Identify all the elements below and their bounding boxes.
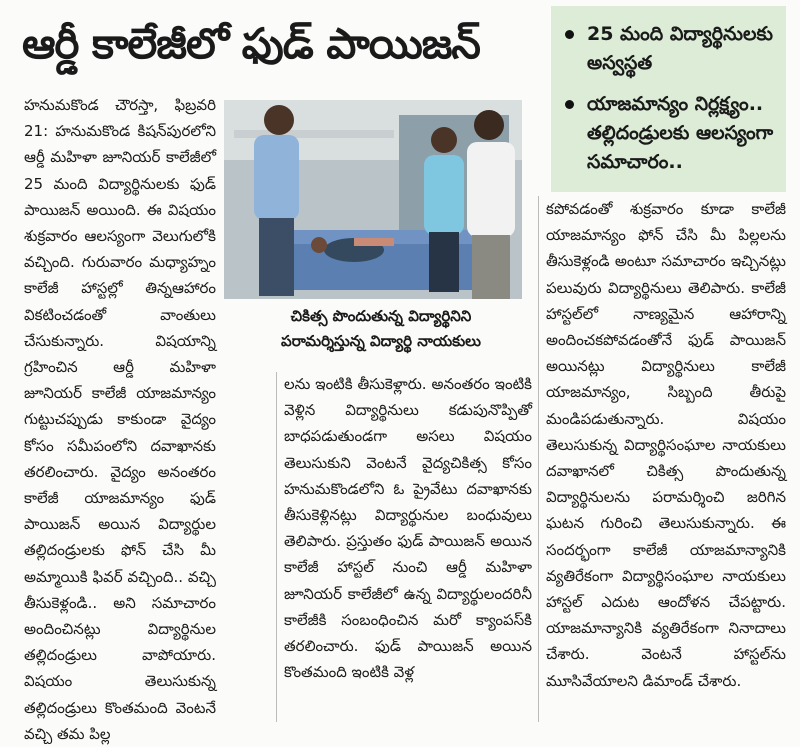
bullet-icon: [565, 30, 574, 39]
news-photo: [224, 100, 522, 299]
column-divider: [538, 196, 539, 722]
highlight-text: యాజమాన్యం నిర్లక్ష్యం.. తల్లిదండ్రులకు ఆలస్యంగా సమాచారం..: [587, 93, 774, 173]
article-text: కపోవడంతో శుక్రవారం కూడా కాలేజీ యాజమాన్యం ఫోన్ చేసి మీ పిల్లలను తీసుకెళ్లండి అంటూ సమాచారం ఇచ్చినట్లు పలువురు విద్యార్థినులు తెలిపారు. కాలేజీ హాస్టల్‌లో నాణ్యమైన ఆహారాన్ని అందించకపోవడంతోనే ఫుడ్ పాయిజన్ అయినట్లు విద్యార్థినులు కాలేజీ యాజమాన్యం, సిబ్బంది తీరుపై మండిపడుతున్నారు. విషయం తెలుసుకున్న విద్యార్థిసంఘాల నాయకులు దవాఖానలో చికిత్స పొందుతున్న విద్యార్థినులను పరామర్శించి జరిగిన ఘటన గురించి తెలుసుకున్నారు. ఈ సందర్భంగా కాలేజీ యాజమాన్యానికి వ్యతిరేకంగా విద్యార్థిసంఘాల నాయకులు హాస్టల్ ఎదుట ఆందోళన చేపట్టారు. యాజమాన్యానికి వ్యతిరేకంగా నినాదాలు చేశారు. వెంటనే హాస్టల్‌ను మూసివేయాలని డిమాండ్ చేశారు.: [546, 200, 786, 690]
bullet-icon: [565, 100, 574, 109]
article-text: లను ఇంటికి తీసుకెళ్లారు. అనంతరం ఇంటికి వెళ్లిన విద్యార్థినులు కడుపునొప్పితో బాధపడుతుండగా అసలు విషయం తెలుసుకుని వెంటనే వైద్యచికిత్స కోసం హనుమకొండలోని ఓ ప్రైవేటు దవాఖానకు తీసుకెళ్లినట్లు విద్యార్థునుల బంధువులు తెలిపారు. ప్రస్తుతం ఫుడ్ పాయిజన్ అయిన కాలేజీ హాస్టల్ నుంచి ఆర్డీ మహిళా జూనియర్ కాలేజీలో ఉన్న విద్యార్థులందరినీ కాలేజీకి సంబంధించిన మరో క్యాంపస్‌కి తరలించారు. ఫుడ్ పాయిజన్ అయిన కొంతమంది ఇంటికి వెళ్ల: [284, 375, 532, 682]
article-column-2: [284, 371, 532, 724]
highlight-box: [551, 6, 786, 192]
highlight-text: 25 మంది విద్యార్థినులకు అస్వస్థత: [587, 23, 773, 74]
column-divider: [276, 372, 277, 722]
article-column-3: [546, 196, 786, 724]
highlight-item: [565, 20, 780, 78]
headline: ఆర్డీ కాలేజీలో ఫుడ్ పాయిజన్: [22, 19, 480, 68]
article-column-1: [24, 92, 216, 743]
article-text: హనుమకొండ చౌరస్తా, ఫిబ్రవరి 21: హనుమకొండ కిషన్‌పురలోని ఆర్డీ మహిళా జూనియర్ కాలేజీలో 25 మంది విద్యార్థినులకు ఫుడ్ పాయిజన్ అయింది. ఈ విషయం శుక్రవారం ఆలస్యంగా వెలుగులోకి వచ్చింది. గురువారం మధ్యాహ్నం కాలేజీ హాస్టల్లో తిన్నఆహారం వికటించడంతో వాంతులు చేసుకున్నారు. విషయాన్ని గ్రహించిన ఆర్డీ మహిళా జూనియర్ కాలేజీ యాజమాన్యం గుట్టుచప్పుడు కాకుండా వైద్యం కోసం సమీపంలోని దవాఖానకు తరలించారు. వైద్యం అనంతరం కాలేజీ యాజమాన్యం ఫుడ్ పాయిజన్ అయిన విద్యార్థుల తల్లిదండ్రులకు ఫోన్ చేసి మీ అమ్మాయికి ఫివర్ వచ్చింది.. వచ్చి తీసుకెళ్లండి.. అని సమాచారం అందించినట్లు విద్యార్థినుల తల్లిదండ్రులు వాపోయారు. విషయం తెలుసుకున్న తల్లిదండ్రులు కొంతమంది వెంటనే వచ్చి తమ పిల్ల: [24, 96, 216, 743]
photo-caption: చికిత్స పొందుతున్న విద్యార్థినిని పరామర్శిస్తున్న విద్యార్థి నాయకులు: [281, 307, 481, 350]
highlight-item: [565, 90, 780, 177]
